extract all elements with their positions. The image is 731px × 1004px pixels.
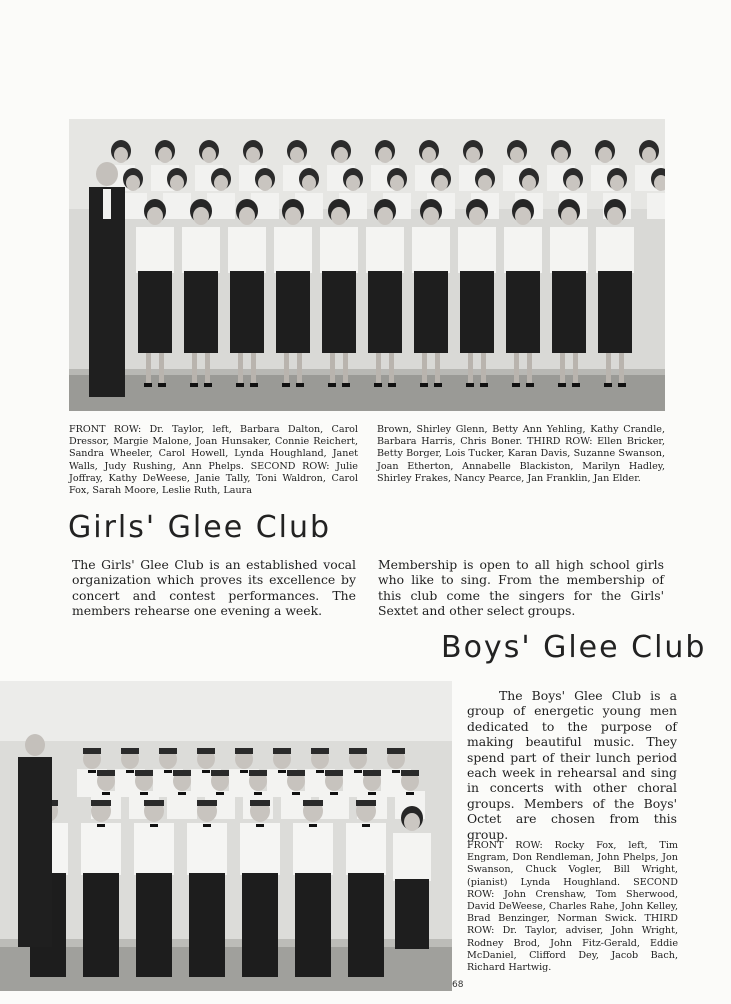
girls-caption-right: Brown, Shirley Glenn, Betty Ann Yehling, Kathy Crandle, Barbara Harris, Chris Boner. THIRD ROW: Ellen Bricker, Betty Borger, Lois Tucker, Karan Davis, Suzanne Swanson, Joan Etherton, Annabelle Blackiston, Marilyn Hadley, Shirley Frakes, Nancy Pearce, Jan Franklin, Jan Elder. [377, 424, 665, 484]
girls-section-title: Girls' Glee Club [68, 510, 332, 545]
boys-photo-image [0, 681, 452, 991]
girls-caption-left: FRONT ROW: Dr. Taylor, left, Barbara Dalton, Carol Dressor, Margie Malone, Joan Hunsaker, Connie Reichert, Sandra Wheeler, Carol Howell, Lynda Houghland, Janet Walls, Judy Rushing, Ann Phelps. SECOND ROW: Julie Joffray, Kathy DeWeese, Janie Tally, Toni Waldron, Carol Fox, Sarah Moore, Leslie Ruth, Laura [69, 424, 358, 497]
girls-photo-image [69, 119, 665, 411]
boys-section-title: Boys' Glee Club [441, 630, 707, 665]
girls-body-left: The Girls' Glee Club is an established vocal organization which proves its excellence by concert and contest performances. The members rehearse one evening a week. [72, 557, 356, 619]
boys-glee-club-photo [0, 681, 452, 991]
page-number: 68 [452, 980, 464, 990]
girls-body-right: Membership is open to all high school girls who like to sing. From the membership of this club come the singers for the Girls' Sextet and other select groups. [378, 557, 664, 619]
boys-body: The Boys' Glee Club is a group of energetic young men dedicated to the purpose of making beautiful music. They spend part of their lunch period each week in rehearsal and sing in concerts with other choral groups. Members of the Boys' Octet are chosen from this group. [467, 688, 677, 842]
boys-caption: FRONT ROW: Rocky Fox, left, Tim Engram, Don Rendleman, John Phelps, Jon Swanson, Chuck Vogler, Bill Wright, (pianist) Lynda Houghland. SECOND ROW: John Crenshaw, Tom Sherwood, David DeWeese, Charles Rahe, John Kelley, Brad Benzinger, Norman Swick. THIRD ROW: Dr. Taylor, adviser, John Wright, Rodney Brod, John Fitz-Gerald, Eddie McDaniel, Clifford Dey, Jacob Bach, Richard Hartwig. [467, 840, 678, 974]
girls-glee-club-photo [69, 119, 665, 411]
